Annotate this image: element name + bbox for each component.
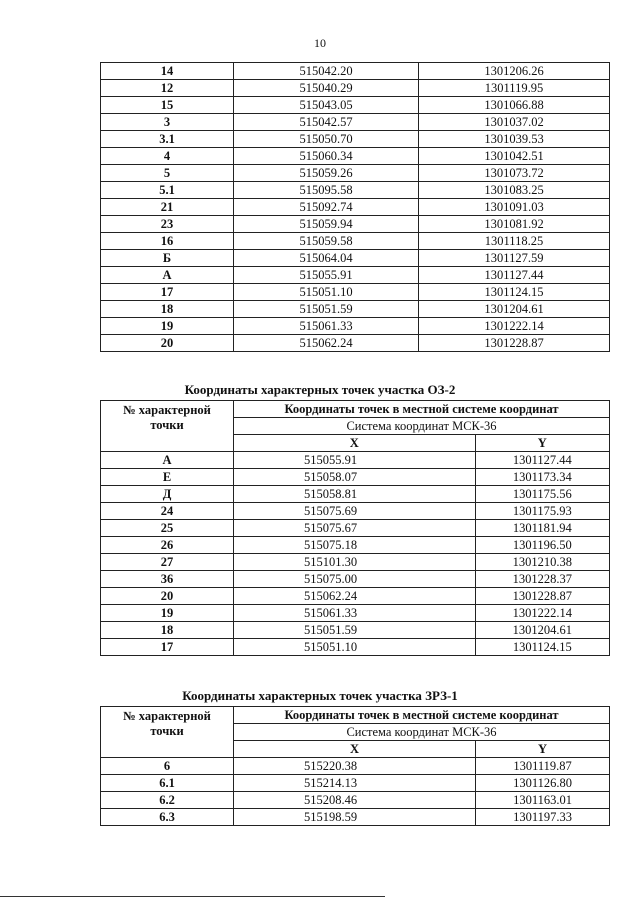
- x-cell: 515214.13: [234, 775, 476, 792]
- point-cell: 18: [101, 622, 234, 639]
- x-cell: 515051.59: [234, 622, 476, 639]
- header-coordinates-title: Координаты точек в местной системе координат: [284, 708, 559, 722]
- x-cell: 515061.33: [234, 605, 476, 622]
- point-cell: 19: [101, 605, 234, 622]
- table-row: [101, 301, 610, 318]
- x-cell: 515095.58: [234, 182, 419, 199]
- point-cell: 18: [101, 301, 234, 318]
- header-point-number: № характерной точки: [101, 401, 234, 452]
- y-cell: 1301222.14: [419, 318, 610, 335]
- point-cell: 4: [101, 148, 234, 165]
- table-row: [101, 588, 610, 605]
- table-row: [101, 80, 610, 97]
- point-cell: 12: [101, 80, 234, 97]
- point-cell: А: [101, 452, 234, 469]
- point-cell: 5.1: [101, 182, 234, 199]
- x-cell: 515062.24: [234, 588, 476, 605]
- section-title-oz2: Координаты характерных точек участка ОЗ-2: [184, 382, 456, 397]
- y-cell: 1301119.87: [476, 758, 610, 775]
- point-cell: 25: [101, 520, 234, 537]
- point-cell: 6.1: [101, 775, 234, 792]
- footer-divider: [0, 896, 385, 897]
- point-cell: 5: [101, 165, 234, 182]
- table-row: [101, 63, 610, 80]
- table-row: [101, 97, 610, 114]
- table-row: [101, 520, 610, 537]
- y-cell: 1301127.44: [419, 267, 610, 284]
- point-cell: Б: [101, 250, 234, 267]
- table-row: [101, 148, 610, 165]
- table-row: [101, 775, 610, 792]
- header-point-number: № характерной точки: [101, 707, 234, 758]
- table-row: [101, 284, 610, 301]
- point-cell: 23: [101, 216, 234, 233]
- point-cell: 6.2: [101, 792, 234, 809]
- point-cell: 20: [101, 335, 234, 352]
- table-row: [101, 605, 610, 622]
- y-cell: 1301204.61: [419, 301, 610, 318]
- point-cell: 16: [101, 233, 234, 250]
- y-cell: 1301127.59: [419, 250, 610, 267]
- section-title-zrz1: Координаты характерных точек участка ЗРЗ-1: [182, 688, 458, 703]
- header-coordinates: [234, 707, 610, 724]
- point-cell: 17: [101, 284, 234, 301]
- table-body: [101, 63, 610, 352]
- y-cell: 1301228.87: [475, 588, 609, 605]
- y-cell: 1301073.72: [419, 165, 610, 182]
- point-cell: 14: [101, 63, 234, 80]
- point-cell: 20: [101, 588, 234, 605]
- table-row: [101, 335, 610, 352]
- point-cell: 21: [101, 199, 234, 216]
- y-cell: 1301222.14: [475, 605, 609, 622]
- y-cell: 1301081.92: [419, 216, 610, 233]
- header-coordinates-title: Координаты точек в местной системе координат: [284, 402, 559, 416]
- point-cell: 24: [101, 503, 234, 520]
- y-cell: 1301083.25: [419, 182, 610, 199]
- table-row: [101, 114, 610, 131]
- y-cell: 1301091.03: [419, 199, 610, 216]
- y-cell: 1301210.38: [475, 554, 609, 571]
- header-x: X: [234, 435, 476, 452]
- y-cell: 1301181.94: [475, 520, 609, 537]
- x-cell: 515059.94: [234, 216, 419, 233]
- x-cell: 515055.91: [234, 267, 419, 284]
- table-row: [101, 758, 610, 775]
- header-x: X: [234, 741, 476, 758]
- y-cell: 1301126.80: [476, 775, 610, 792]
- point-cell: 36: [101, 571, 234, 588]
- x-cell: 515064.04: [234, 250, 419, 267]
- y-cell: 1301037.02: [419, 114, 610, 131]
- table-row: [101, 537, 610, 554]
- y-cell: 1301228.87: [419, 335, 610, 352]
- point-cell: 26: [101, 537, 234, 554]
- x-cell: 515092.74: [234, 199, 419, 216]
- x-cell: 515058.81: [234, 486, 476, 503]
- y-cell: 1301175.93: [475, 503, 609, 520]
- x-cell: 515075.67: [234, 520, 476, 537]
- x-cell: 515050.70: [234, 131, 419, 148]
- table-row: [101, 131, 610, 148]
- table-row: [101, 486, 610, 503]
- x-cell: 515058.07: [234, 469, 476, 486]
- y-cell: 1301228.37: [475, 571, 609, 588]
- point-cell: Е: [101, 469, 234, 486]
- table-row: [101, 233, 610, 250]
- point-cell: 6.3: [101, 809, 234, 826]
- y-cell: 1301118.25: [419, 233, 610, 250]
- header-coordinates: [234, 401, 610, 418]
- table-row: [101, 452, 610, 469]
- table-row: [101, 216, 610, 233]
- header-system: Система координат МСК-36: [234, 418, 610, 435]
- table-body: [101, 758, 610, 826]
- y-cell: 1301173.34: [475, 469, 609, 486]
- page-number: 10: [314, 36, 326, 50]
- point-cell: Д: [101, 486, 234, 503]
- x-cell: 515055.91: [234, 452, 476, 469]
- table-row: [101, 503, 610, 520]
- coordinates-table-oz2: [100, 400, 610, 656]
- coordinates-table-zrz1: [100, 706, 610, 826]
- point-cell: 6: [101, 758, 234, 775]
- table-row: [101, 639, 610, 656]
- x-cell: 515059.58: [234, 233, 419, 250]
- x-cell: 515101.30: [234, 554, 476, 571]
- y-cell: 1301124.15: [419, 284, 610, 301]
- x-cell: 515220.38: [234, 758, 476, 775]
- table-row: [101, 199, 610, 216]
- point-cell: 17: [101, 639, 234, 656]
- x-cell: 515042.20: [234, 63, 419, 80]
- table-row: [101, 622, 610, 639]
- coordinates-table-continued: [100, 62, 610, 352]
- point-cell: А: [101, 267, 234, 284]
- x-cell: 515075.69: [234, 503, 476, 520]
- table-row: [101, 267, 610, 284]
- point-cell: 3.1: [101, 131, 234, 148]
- y-cell: 1301119.95: [419, 80, 610, 97]
- table-row: [101, 554, 610, 571]
- x-cell: 515075.18: [234, 537, 476, 554]
- x-cell: 515059.26: [234, 165, 419, 182]
- table-row: [101, 792, 610, 809]
- x-cell: 515198.59: [234, 809, 476, 826]
- header-y: Y: [475, 435, 609, 452]
- x-cell: 515208.46: [234, 792, 476, 809]
- x-cell: 515075.00: [234, 571, 476, 588]
- table-row: [101, 469, 610, 486]
- x-cell: 515043.05: [234, 97, 419, 114]
- x-cell: 515061.33: [234, 318, 419, 335]
- table-row: [101, 250, 610, 267]
- y-cell: 1301196.50: [475, 537, 609, 554]
- table-row: [101, 571, 610, 588]
- table-row: [101, 318, 610, 335]
- table-row: [101, 809, 610, 826]
- x-cell: 515062.24: [234, 335, 419, 352]
- header-y: Y: [476, 741, 610, 758]
- y-cell: 1301127.44: [475, 452, 609, 469]
- x-cell: 515060.34: [234, 148, 419, 165]
- point-cell: 15: [101, 97, 234, 114]
- y-cell: 1301039.53: [419, 131, 610, 148]
- x-cell: 515051.10: [234, 284, 419, 301]
- header-system: Система координат МСК-36: [234, 724, 610, 741]
- x-cell: 515040.29: [234, 80, 419, 97]
- table-row: [101, 165, 610, 182]
- y-cell: 1301066.88: [419, 97, 610, 114]
- y-cell: 1301124.15: [475, 639, 609, 656]
- y-cell: 1301204.61: [475, 622, 609, 639]
- y-cell: 1301175.56: [475, 486, 609, 503]
- point-cell: 19: [101, 318, 234, 335]
- x-cell: 515051.59: [234, 301, 419, 318]
- point-cell: 27: [101, 554, 234, 571]
- table-row: [101, 182, 610, 199]
- x-cell: 515042.57: [234, 114, 419, 131]
- y-cell: 1301206.26: [419, 63, 610, 80]
- y-cell: 1301197.33: [476, 809, 610, 826]
- y-cell: 1301163.01: [476, 792, 610, 809]
- x-cell: 515051.10: [234, 639, 476, 656]
- y-cell: 1301042.51: [419, 148, 610, 165]
- table-body: [101, 452, 610, 656]
- point-cell: 3: [101, 114, 234, 131]
